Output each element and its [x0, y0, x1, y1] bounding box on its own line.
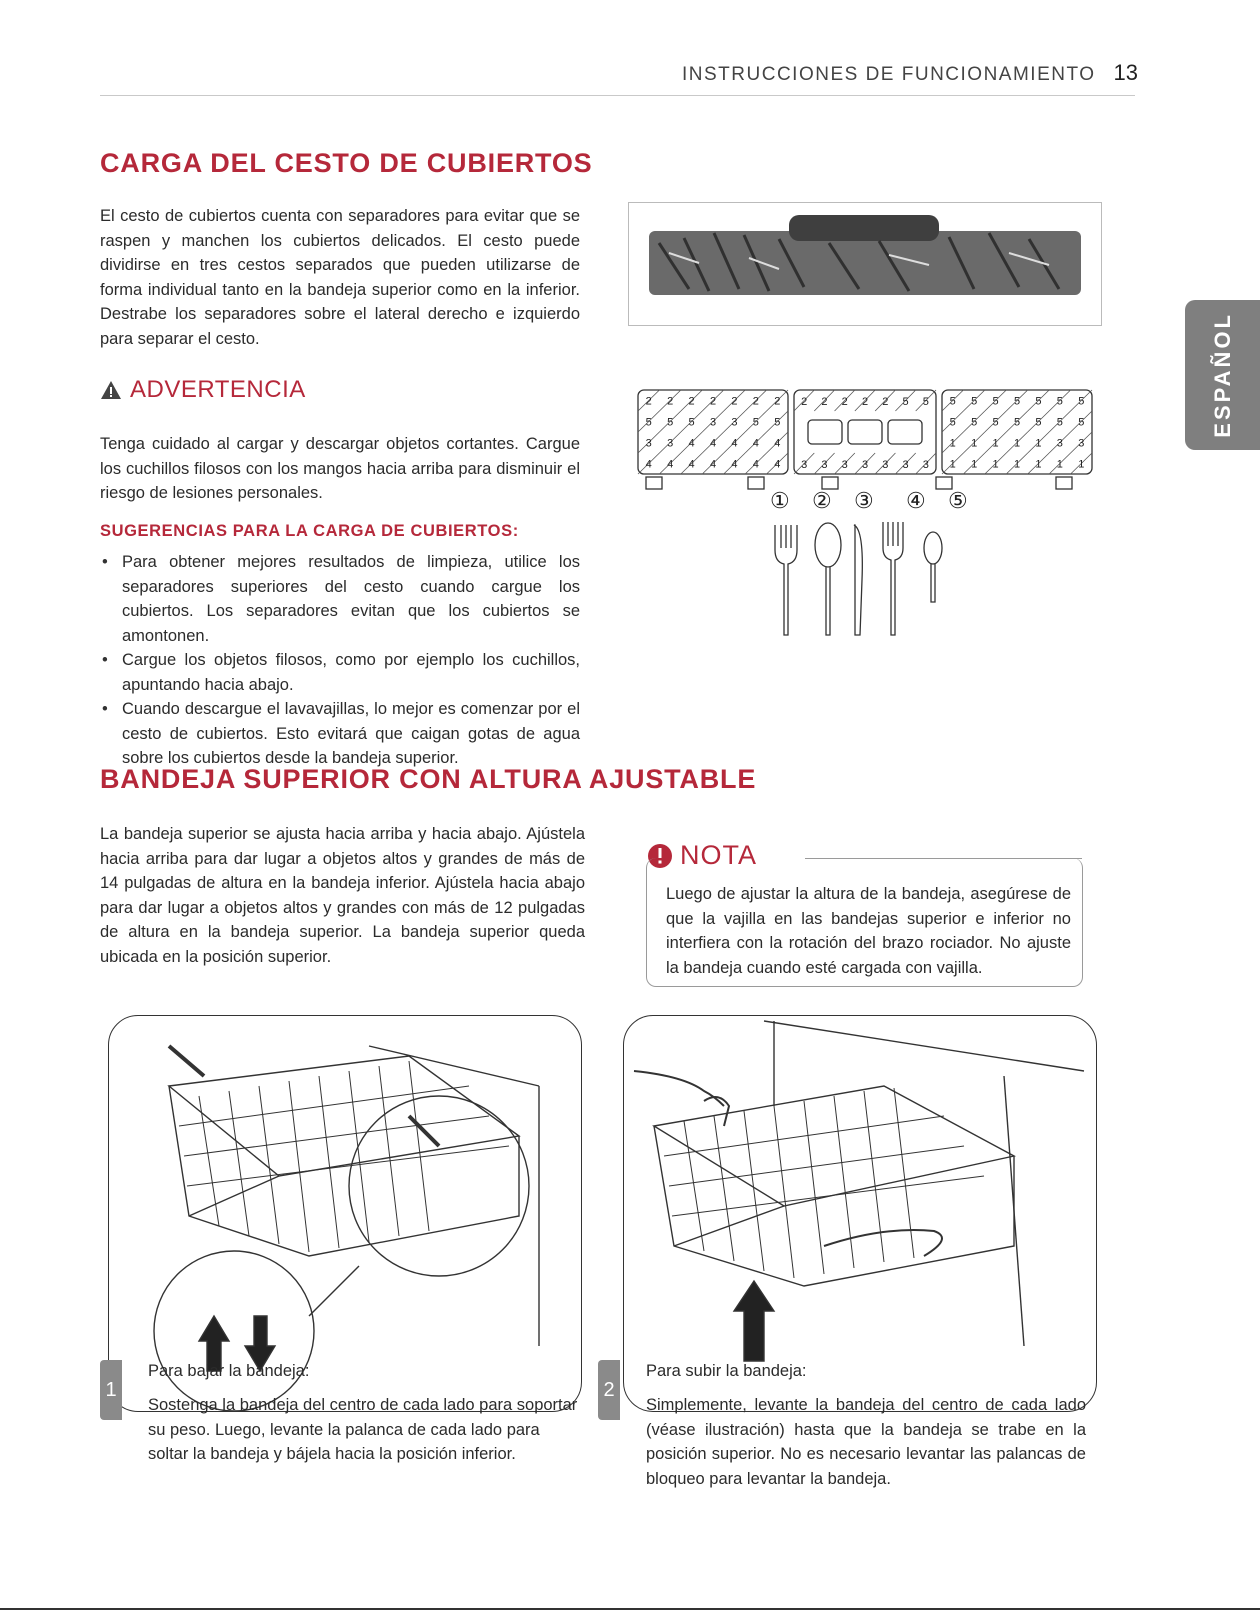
step1-label: Para bajar la bandeja:	[148, 1362, 310, 1380]
section-title-cutlery-basket: CARGA DEL CESTO DE CUBIERTOS	[100, 148, 593, 178]
basket-slot-number: 5	[1035, 416, 1042, 429]
basket-slot-number: 4	[731, 437, 738, 450]
basket-slot-number: 5	[949, 395, 956, 408]
basket-grid-illustration	[636, 385, 1096, 497]
language-tab	[1185, 300, 1260, 450]
basket-slot-number: 4	[731, 458, 738, 471]
basket-slot-number: 2	[645, 395, 652, 408]
basket-slot-number: 2	[774, 395, 781, 408]
tips-title: SUGERENCIAS PARA LA CARGA DE CUBIERTOS:	[100, 522, 519, 540]
basket-slot-number: 2	[841, 396, 848, 408]
basket-slot-number: 5	[752, 416, 759, 429]
basket-slot-number: 5	[1035, 395, 1042, 408]
basket-slot-number: 3	[861, 459, 869, 471]
basket-slot-number: 5	[971, 395, 978, 408]
language-tab-label: ESPAÑOL	[1209, 312, 1235, 438]
utensil-number: ②	[812, 488, 832, 513]
basket-slot-number: 4	[752, 458, 759, 471]
basket-slot-number: 5	[688, 416, 695, 429]
basket-slot-number: 5	[774, 416, 781, 429]
note-body: Luego de ajustar la altura de la bandeja, asegúrese de que la vajilla en las bandejas superior e inferior no interfiera con la rotación del brazo rociador. No ajuste la bandeja cuando esté cargada con vajilla.	[666, 885, 1071, 977]
basket-slot-number: 4	[774, 437, 781, 450]
basket-slot-number: 3	[922, 459, 929, 471]
utensil-number: ④	[906, 488, 926, 513]
basket-slot-number: 4	[709, 437, 717, 450]
step2-illustration	[623, 1015, 1097, 1412]
basket-slot-number: 5	[949, 416, 956, 429]
basket-slot-number: 5	[1013, 395, 1021, 408]
tip-item: • Para obtener mejores resultados de limpieza, utilice los separadores superiores del cesto cuando cargue los cubiertos. Los separadores evitan que los cubiertos se amontonen.	[100, 550, 580, 648]
running-title: INSTRUCCIONES DE FUNCIONAMIENTO	[682, 64, 1096, 85]
section-title-adjustable-rack: BANDEJA SUPERIOR CON ALTURA AJUSTABLE	[100, 764, 757, 794]
basket-slot-number: 4	[709, 458, 717, 471]
basket-slot-number: 1	[1056, 458, 1063, 471]
basket-slot-number: 4	[688, 458, 695, 471]
section1-body: El cesto de cubiertos cuenta con separadores para evitar que se raspen y manchen los cubiertos delicados. El cesto puede dividirse en tres cestos separados que pueden utilizarse de forma individual tanto en la bandeja superior como en la inferior. Destrabe los separadores sobre el lateral derecho e izquierdo para separar el cesto.	[100, 207, 580, 348]
basket-slot-number: 5	[1078, 395, 1085, 408]
step-number-1: 1	[100, 1360, 122, 1420]
utensil-number: ①	[770, 488, 790, 513]
basket-slot-number: 4	[774, 458, 781, 471]
utensils-illustration	[770, 520, 980, 640]
header-divider	[100, 95, 1135, 96]
step2-label: Para subir la bandeja:	[646, 1362, 807, 1380]
step-number-2: 2	[598, 1360, 620, 1420]
basket-slot-number: 3	[821, 459, 828, 471]
tip-item: • Cargue los objetos filosos, como por ejemplo los cuchillos, apuntando hacia abajo.	[100, 648, 580, 697]
step1-body: Sostenga la bandeja del centro de cada lado para soportar su peso. Luego, levante la palanca de cada lado para soltar la bandeja y bájela hacia la posición inferior.	[148, 1396, 578, 1463]
cutlery-basket-image	[628, 202, 1102, 326]
basket-slot-number: 3	[709, 416, 717, 429]
basket-slot-number: 2	[731, 395, 738, 408]
basket-slot-number: 1	[949, 458, 956, 471]
basket-slot-number: 4	[752, 437, 759, 450]
basket-slot-number: 2	[821, 396, 828, 408]
basket-slot-number: 5	[971, 416, 978, 429]
bottom-rule	[0, 1608, 1260, 1610]
basket-slot-number: 5	[645, 416, 652, 429]
basket-slot-number: 1	[1078, 458, 1085, 471]
running-header	[682, 60, 1138, 86]
basket-slot-number: 3	[1078, 437, 1085, 450]
basket-slot-number: 2	[667, 395, 674, 408]
basket-slot-number: 1	[971, 458, 978, 471]
basket-slot-number: 2	[752, 395, 759, 408]
section2-body: La bandeja superior se ajusta hacia arriba y hacia abajo. Ajústela hacia arriba para dar lugar a objetos altos y grandes de más de 14 pulgadas de altura en la bandeja inferior. Ajústela hacia abajo para dar lugar a objetos altos y grandes con más de 12 pulgadas de altura en la bandeja superior. La bandeja superior queda ubicada en la posición superior.	[100, 825, 585, 966]
tip-item: • Cuando descargue el lavavajillas, lo mejor es comenzar por el cesto de cubiertos. Esto evitará que caigan gotas de agua sobre los cubiertos desde la bandeja superior.	[100, 697, 580, 771]
basket-slot-number: 3	[1056, 437, 1063, 450]
step1-illustration	[108, 1015, 582, 1412]
basket-slot-number: 2	[882, 396, 889, 408]
note-title: NOTA	[680, 840, 757, 870]
tablespoon-icon	[815, 523, 841, 635]
basket-slot-number: 5	[1078, 416, 1085, 429]
basket-slot-number: 5	[1013, 416, 1021, 429]
basket-slot-number: 1	[1013, 437, 1021, 450]
basket-slot-number: 5	[992, 395, 999, 408]
basket-slot-number: 1	[949, 437, 956, 450]
basket-slot-number: 1	[971, 437, 978, 450]
basket-top-view	[636, 385, 1096, 497]
step2-body: Simplemente, levante la bandeja del centro de cada lado (véase ilustración) hasta que la bandeja se trabe en la posición superior. No es necesario levantar las palancas de bloqueo para levantar la bandeja.	[646, 1396, 1086, 1488]
fork-small-icon	[883, 522, 903, 635]
basket-slot-number: 5	[1056, 395, 1063, 408]
basket-slot-number: 3	[882, 459, 889, 471]
warning-triangle-icon	[100, 380, 122, 400]
basket-slot-number: 5	[992, 416, 999, 429]
basket-slot-number: 3	[841, 459, 848, 471]
basket-slot-number: 3	[731, 416, 738, 429]
basket-slot-number: 2	[709, 395, 717, 408]
fork-icon	[775, 525, 797, 635]
basket-slot-number: 5	[902, 396, 909, 408]
cutlery-basket-illustration	[629, 203, 1101, 325]
basket-slot-number: 1	[992, 458, 999, 471]
basket-slot-number: 1	[1013, 458, 1021, 471]
basket-slot-number: 5	[1056, 416, 1063, 429]
teaspoon-icon	[924, 532, 942, 602]
basket-slot-number: 5	[667, 416, 674, 429]
basket-slot-number: 3	[645, 437, 652, 450]
basket-slot-number: 5	[922, 396, 929, 408]
utensil-number: ⑤	[948, 488, 968, 513]
utensil-numbers	[770, 488, 970, 518]
basket-slot-number: 3	[801, 459, 808, 471]
basket-slot-number: 4	[667, 458, 674, 471]
page-number: 13	[1113, 60, 1138, 85]
basket-slot-number: 4	[645, 458, 652, 471]
basket-slot-number: 2	[801, 396, 808, 408]
warning-title: ADVERTENCIA	[130, 376, 306, 403]
utensil-number: ③	[854, 488, 874, 513]
basket-slot-number: 4	[688, 437, 695, 450]
basket-slot-number: 2	[688, 395, 695, 408]
basket-slot-number: 3	[667, 437, 674, 450]
basket-slot-number: 1	[992, 437, 999, 450]
basket-slot-number: 2	[861, 396, 869, 408]
basket-slot-number: 1	[1035, 458, 1042, 471]
knife-icon	[854, 525, 862, 635]
tips-list	[100, 550, 580, 771]
warning-heading	[100, 376, 306, 404]
basket-slot-number: 3	[902, 459, 909, 471]
basket-slot-number: 1	[1035, 437, 1042, 450]
warning-body: Tenga cuidado al cargar y descargar objetos cortantes. Cargue los cuchillos filosos con los mangos hacia arriba para disminuir el riesgo de lesiones personales.	[100, 435, 580, 502]
